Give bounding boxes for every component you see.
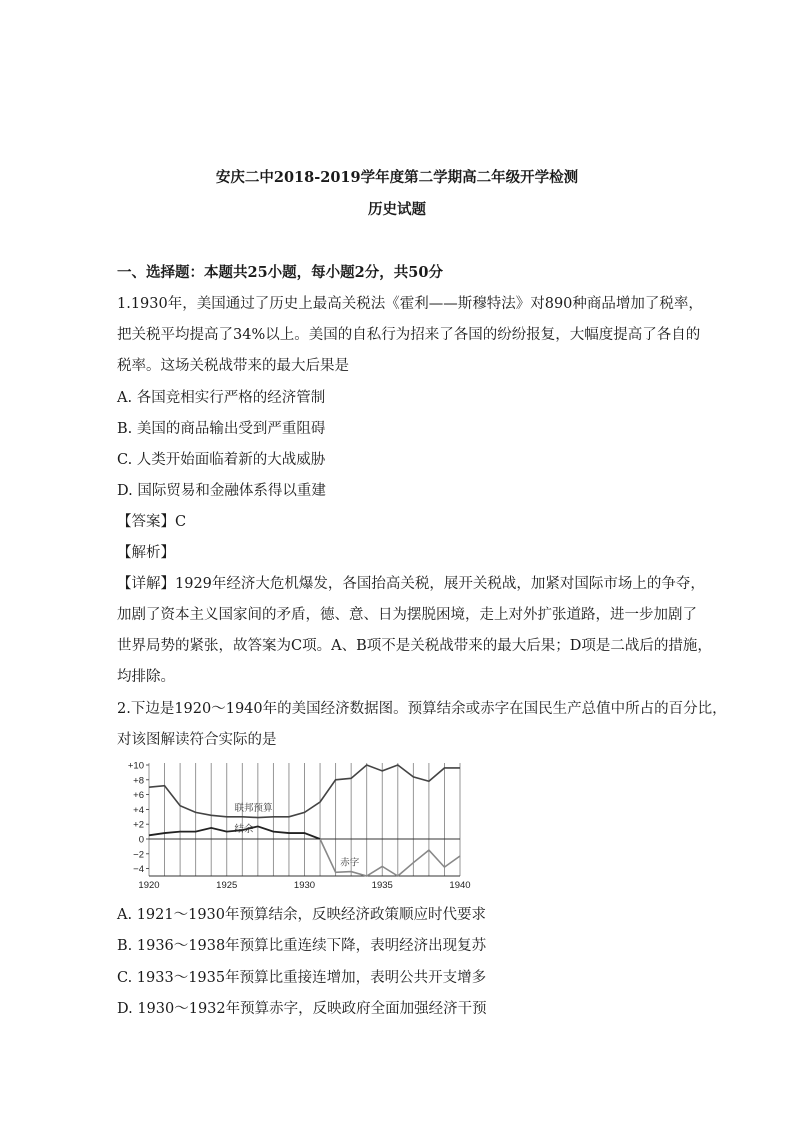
chart-annotation: 赤字 (340, 857, 360, 869)
q1-answer: 【答案】C (117, 514, 187, 530)
x-tick-label: 1920 (138, 880, 160, 891)
subject-title: 历史试题 (368, 201, 426, 218)
x-tick-label: 1935 (371, 880, 393, 891)
q2-stem-line-2: 对该图解读符合实际的是 (117, 732, 277, 748)
chart-annotation: 结余 (234, 824, 254, 836)
q1-stem-line-3: 税率。这场关税战带来的最大后果是 (117, 358, 349, 374)
q1-stem-line-2: 把关税平均提高了34%以上。美国的自私行为招来了各国的纷纷报复，大幅度提高了各自的 (117, 327, 701, 343)
y-tick-label: +4 (133, 804, 144, 816)
q2-option-b: B. 1936～1938年预算比重连续下降，表明经济出现复苏 (117, 938, 487, 954)
q1-option-d: D. 国际贸易和金融体系得以重建 (117, 483, 326, 499)
q2-option-c: C. 1933～1935年预算比重接连增加，表明公共开支增多 (117, 970, 487, 986)
y-tick-label: +6 (133, 790, 144, 802)
q2-option-d: D. 1930～1932年预算赤字，反映政府全面加强经济干预 (117, 1001, 487, 1017)
chart-annotation: 联邦预算 (234, 803, 273, 815)
q1-detail-line-4: 均排除。 (117, 669, 175, 685)
q1-detail-line-3: 世界局势的紧张，故答案为C项。A、B项不是关税战带来的最大后果；D项是二战后的措施， (117, 638, 712, 654)
budget-chart-svg (117, 758, 477, 893)
y-tick-label: +8 (133, 775, 144, 787)
section-heading: 一、选择题：本题共25小题，每小题2分，共50分 (117, 264, 443, 281)
y-tick-label: 0 (138, 834, 144, 846)
q2-option-a: A. 1921～1930年预算结余，反映经济政策顺应时代要求 (117, 907, 486, 923)
y-tick-label: −2 (133, 849, 144, 861)
y-tick-label: +10 (127, 760, 144, 772)
x-tick-label: 1940 (449, 880, 471, 891)
q1-option-b: B. 美国的商品输出受到严重阻碍 (117, 421, 326, 437)
q1-option-c: C. 人类开始面临着新的大战威胁 (117, 452, 326, 468)
y-tick-label: −4 (133, 864, 144, 876)
q1-stem-line-1: 1.1930年，美国通过了历史上最高关税法《霍利——斯穆特法》对890种商品增加了税率， (117, 296, 703, 312)
budget-chart (117, 758, 477, 893)
q1-analysis-label: 【解析】 (117, 545, 175, 561)
q1-option-a: A. 各国竞相实行严格的经济管制 (117, 390, 326, 406)
exam-title: 安庆二中2018-2019学年度第二学期高二年级开学检测 (215, 169, 579, 186)
x-tick-label: 1925 (216, 880, 238, 891)
q2-stem-line-1: 2.下边是1920～1940年的美国经济数据图。预算结余或赤字在国民生产总值中所占的百分比， (117, 701, 727, 717)
q1-detail-line-2: 加剧了资本主义国家间的矛盾，德、意、日为摆脱困境，走上对外扩张道路，进一步加剧了 (117, 607, 697, 623)
y-tick-label: +2 (133, 819, 144, 831)
x-tick-label: 1930 (293, 880, 316, 891)
q1-detail-line-1: 【详解】1929年经济大危机爆发，各国抬高关税，展开关税战，加紧对国际市场上的争夺， (117, 576, 705, 592)
